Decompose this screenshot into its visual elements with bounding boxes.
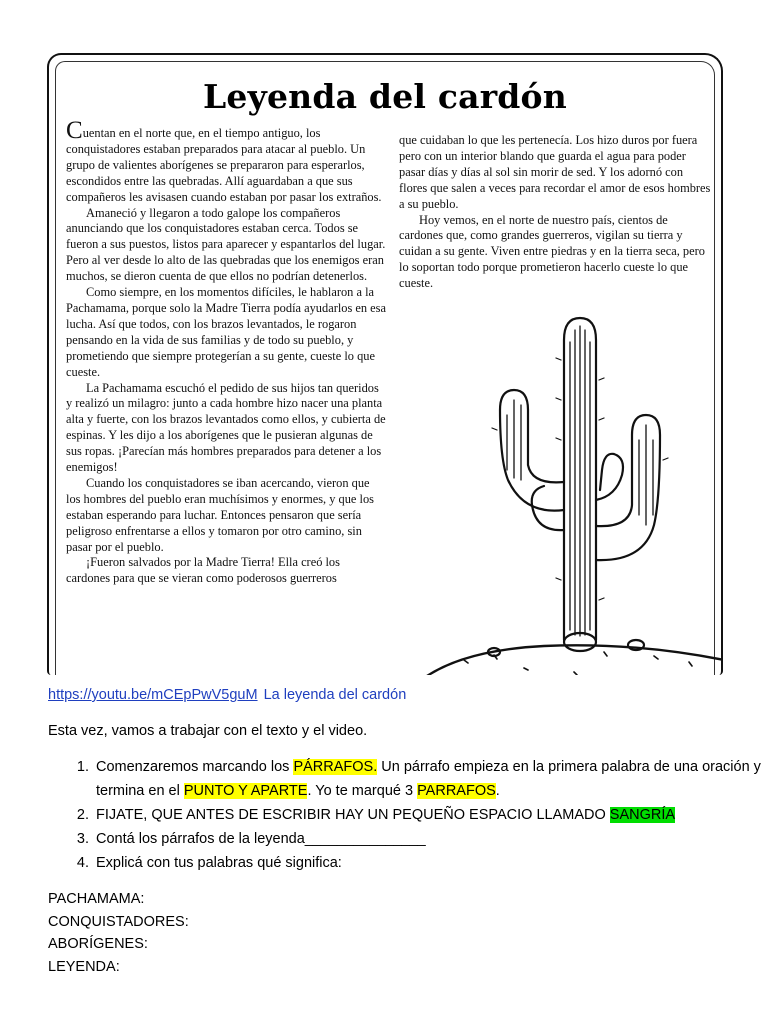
task-text: FIJATE, QUE ANTES DE ESCRIBIR HAY UN PEQUEÑO ESPACIO LLAMADO: [96, 807, 610, 823]
term-conquistadores: CONQUISTADORES:: [48, 913, 189, 930]
instructions-intro: Esta vez, vamos a trabajar con el texto y el video.: [48, 723, 368, 739]
task-text: . Yo te marqué 3: [307, 783, 418, 799]
legend-title: Leyenda del cardón: [203, 77, 567, 116]
legend-paragraph: Hoy vemos, en el norte de nuestro país, cientos de cardones que, como grandes guerreros, vigilan su tierra y cuidan a su gente. Viven entre piedras y en la tierra seca, pero lo soportan todo porque prometieron hacerlo cueste lo que cueste.: [399, 212, 705, 291]
task-item: [93, 803, 768, 827]
cactus-illustration: [404, 300, 723, 675]
highlight-sangria: SANGRÍA: [609, 807, 676, 823]
video-link[interactable]: https://youtu.be/mCEpPwV5guM: [48, 687, 258, 703]
task-item: 4. Explicá con tus palabras qué significa:: [93, 851, 768, 875]
video-title: La leyenda del cardón: [263, 687, 407, 703]
task-list: [48, 755, 768, 875]
legend-paragraph: Como siempre, en los momentos difíciles, le hablaron a la Pachamama, porque solo la Madre Tierra podía ayudarlos en esa lucha. Así que todos, con los brazos levantados, le rogaron pensando en la vida de sus familias y de todo su pueblo, y prometiendo que siempre protegerían a su gente, cueste lo que cueste.: [66, 285, 386, 379]
legend-paragraph: que cuidaban lo que les pertenecía. Los hizo duros por fuera pero con un interior blando que guarda el agua para poder pasar días y días al sol sin morir de sed. Y los adornó con flores que salen a veces para recordar el amor de esos hombres a su pueblo.: [399, 133, 711, 211]
drop-cap: C: [66, 117, 83, 144]
task-item: [93, 755, 768, 803]
task-text: Comenzaremos marcando los: [96, 759, 294, 775]
legend-right-column: [399, 133, 714, 292]
legend-paragraph: Cuando los conquistadores se iban acercando, vieron que los hombres del pueblo eran muchísimos y enormes, y que los estaban esperando para luchar. Entonces pensaron que sería peligroso enfrentarse a ellos y tomaron por otro camino, sin pasar por el pueblo.: [66, 475, 374, 554]
term-aborigenes: ABORÍGENES:: [48, 936, 148, 952]
highlight-parrafos-2: PARRAFOS: [417, 783, 496, 799]
video-link-line: [48, 687, 406, 703]
legend-left-column: [66, 117, 386, 587]
legend-paragraph: La Pachamama escuchó el pedido de sus hijos tan queridos y realizó un milagro: junto a cada hombre hizo nacer una planta alta y fuerte, con los brazos levantados como ellos, y cubierta de espinas. Y les dijo a los aborígenes que le pusieran algunas de sus ropas. ¡Parecían más hombres preparados para detener a los enemigos!: [66, 380, 386, 475]
highlight-parrafos: PÁRRAFOS.: [293, 759, 378, 775]
legend-paragraph: ¡Fueron salvados por la Madre Tierra! Ella creó los cardones para que se vieran como poderosos guerreros: [66, 555, 340, 586]
terms-list: [48, 888, 189, 978]
paragraph-text: uentan en el norte que, en el tiempo antiguo, los conquistadores estaban preparados para atacar al pueblo. Un grupo de valientes aborígenes se prepararon para esperarlos, escondidos entre las quebradas. Allí aguardaban a que sus compañeros les avisasen cuando estaban por pasar los extraños.: [66, 126, 382, 204]
legend-paragraph: [66, 117, 386, 206]
task-text: Un párrafo empieza en la primera palabra de una oración y termina en el: [96, 759, 761, 799]
task-item: 3. Contá los párrafos de la leyenda_______________: [93, 827, 768, 851]
task-text: .: [495, 783, 500, 799]
term-pachamama: PACHAMAMA:: [48, 891, 145, 907]
reading-card: [47, 53, 723, 675]
highlight-punto-y-aparte: PUNTO Y APARTE: [183, 783, 308, 799]
legend-paragraph: Amaneció y llegaron a todo galope los compañeros anunciando que los conquistadores estaban cerca. Todos se fueron a sus puestos, listos para aparecer y espantarlos del lugar. Pero al ver desde lo alto de las quebradas que los enemigos eran muchos, se dieron cuenta de que ellos no podrían detenerlos.: [66, 205, 386, 284]
term-leyenda: LEYENDA:: [48, 958, 120, 975]
